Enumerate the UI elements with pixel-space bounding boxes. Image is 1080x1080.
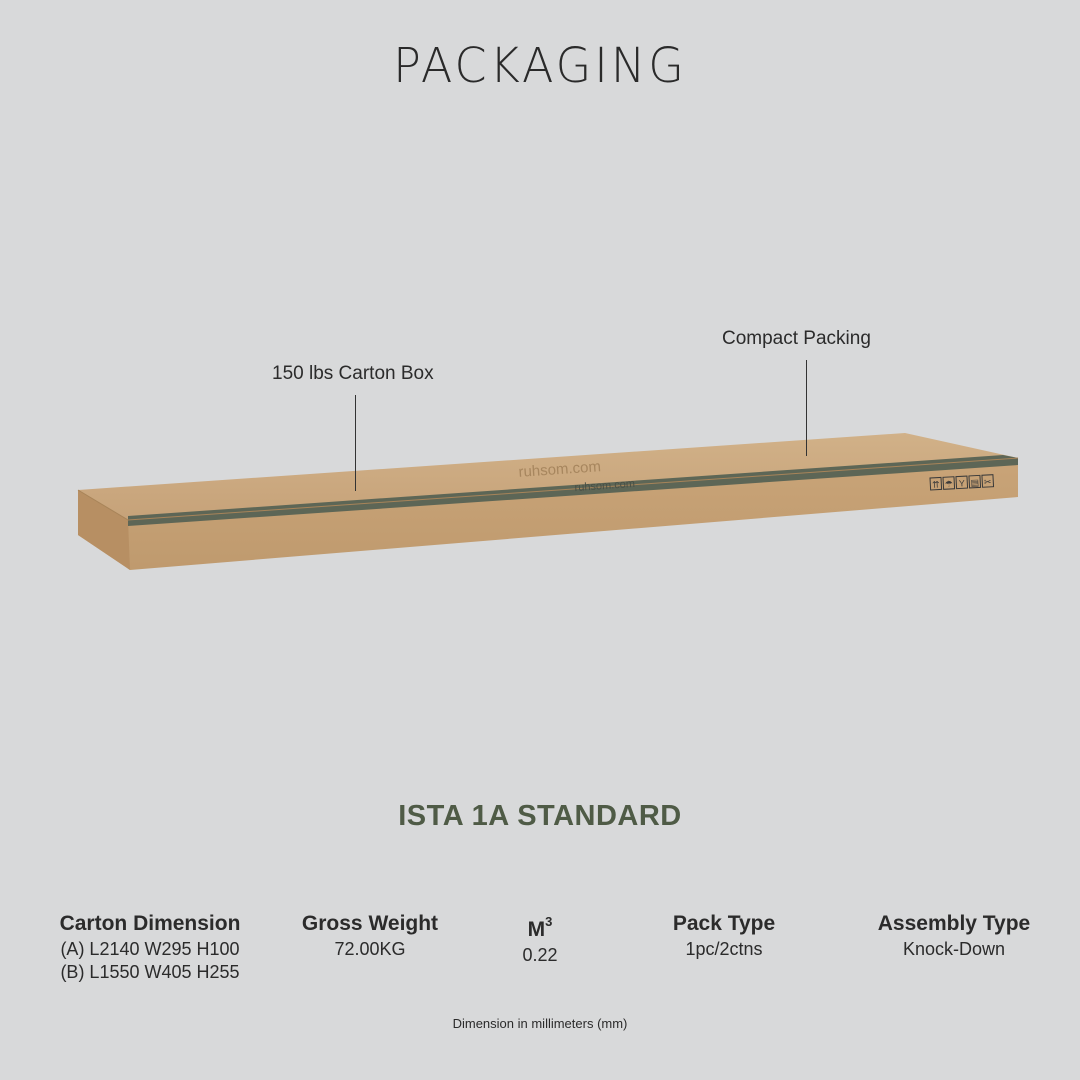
- spec-assembly-type-value: Knock-Down: [902, 939, 1006, 959]
- compact-packing-callout-label: Compact Packing: [722, 328, 871, 349]
- spec-gross-weight-value: 72.00KG: [334, 939, 406, 959]
- page-title: PACKAGING: [393, 36, 687, 94]
- units-footnote: Dimension in millimeters (mm): [452, 1016, 628, 1031]
- svg-text:⇈: ⇈: [931, 479, 940, 490]
- ista-standard-heading: ISTA 1A STANDARD: [398, 800, 682, 832]
- spec-gross-weight-label: Gross Weight: [301, 912, 439, 935]
- spec-volume-value: 0.22: [522, 945, 558, 965]
- spec-volume-superscript: 3: [545, 914, 553, 929]
- spec-volume-label: $M^3$: [527, 914, 553, 941]
- svg-text:✂: ✂: [983, 476, 992, 488]
- spec-carton-dimension-b: (B) L1550 W405 H255: [60, 962, 240, 982]
- spec-gross-weight: [290, 910, 450, 961]
- spec-assembly-type-label: Assembly Type: [877, 912, 1031, 935]
- compact-packing-callout-line: [806, 360, 807, 456]
- spec-pack-type-value: 1pc/2ctns: [685, 939, 763, 959]
- spec-pack-type: [634, 910, 814, 961]
- carton-brand-text-band: ruhsom.com: [574, 477, 636, 495]
- carton-box-callout-line: [355, 395, 356, 491]
- carton-brand-text: ruhsom.com: [517, 458, 602, 481]
- svg-text:Y: Y: [958, 478, 966, 489]
- svg-text:☂: ☂: [944, 478, 954, 490]
- spec-carton-dimension-a: (A) L2140 W295 H100: [60, 939, 240, 959]
- carton-box-callout-label: 150 lbs Carton Box: [272, 363, 434, 384]
- svg-text:▤: ▤: [970, 477, 980, 488]
- spec-pack-type-label: Pack Type: [672, 912, 776, 935]
- spec-assembly-type: [859, 910, 1049, 961]
- spec-volume: [480, 910, 600, 967]
- spec-carton-dimension: [40, 910, 260, 984]
- spec-carton-dimension-label: Carton Dimension: [59, 912, 241, 935]
